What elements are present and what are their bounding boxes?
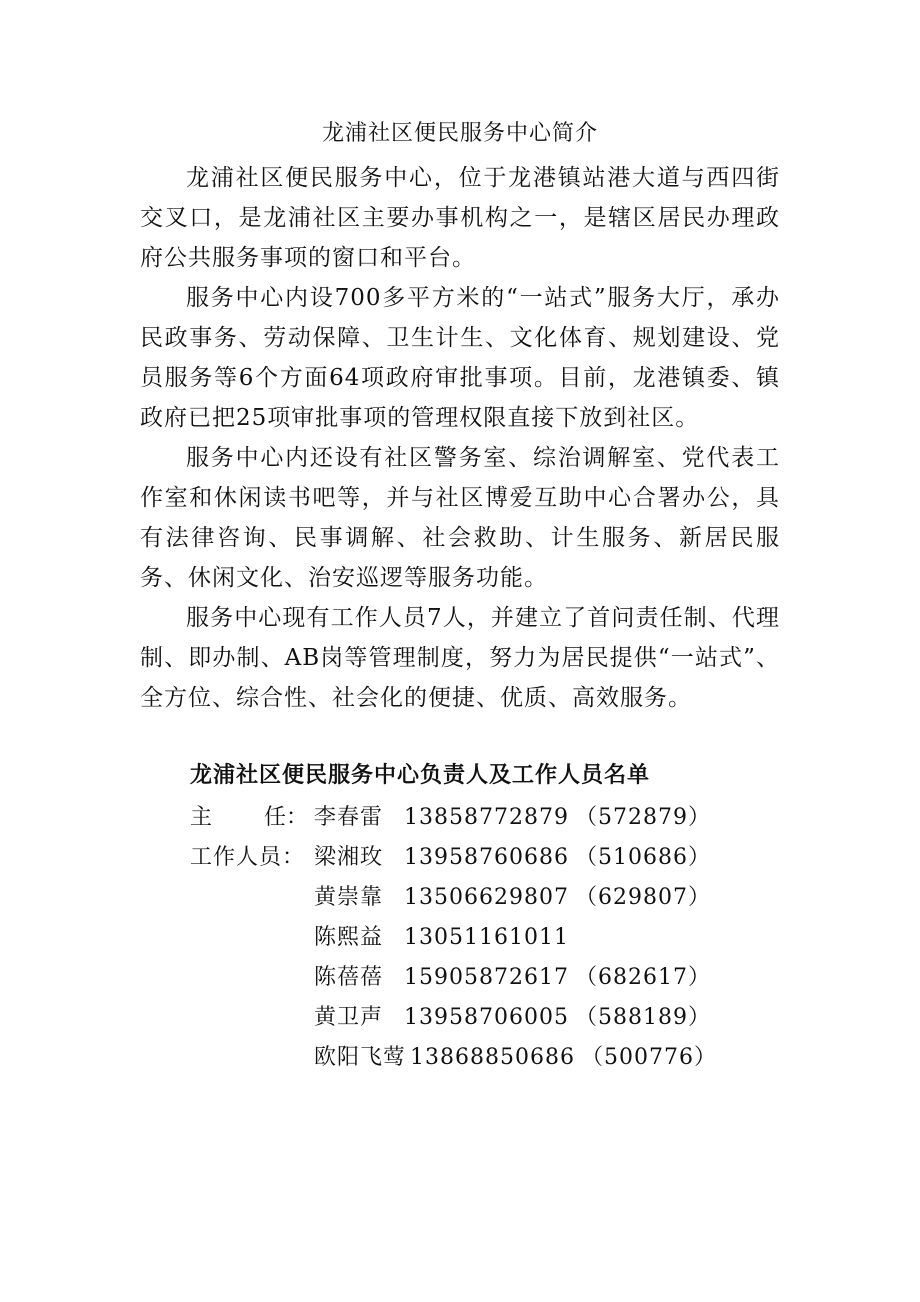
staff-short-number: （629807）	[574, 885, 711, 910]
staff-row	[190, 998, 790, 1038]
staff-phone: 13858772879	[404, 805, 569, 830]
role-label-director-part2: 任：	[264, 805, 309, 830]
staff-short-number: （572879）	[574, 805, 711, 830]
staff-name: 黄卫声	[314, 1005, 384, 1030]
staff-short-number: （500776）	[580, 1045, 717, 1070]
staff-name: 陈熙益	[314, 925, 384, 950]
staff-name: 黄崇靠	[314, 885, 384, 910]
staff-short-number: （588189）	[574, 1005, 711, 1030]
role-spacer	[190, 1038, 314, 1078]
role-spacer	[190, 958, 314, 998]
role-label-staff: 工作人员：	[190, 845, 306, 870]
staff-row	[190, 1038, 790, 1078]
staff-name: 梁湘玫	[314, 845, 384, 870]
staff-name: 李春雷	[314, 805, 384, 830]
paragraph-functions: 服务中心内还设有社区警务室、综治调解室、党代表工作室和休闲读书吧等，并与社区博爱互助中心合署办公，具有法律咨询、民事调解、社会救助、计生服务、新居民服务、休闲文化、治安巡逻等服务功能。	[140, 445, 780, 591]
role-label-director	[190, 798, 314, 838]
staff-list-title: 龙浦社区便民服务中心负责人及工作人员名单	[190, 763, 651, 788]
role-spacer	[190, 998, 314, 1038]
staff-row-director	[190, 798, 790, 838]
paragraph-staff-system: 服务中心现有工作人员7人，并建立了首问责任制、代理制、即办制、AB岗等管理制度，努力为居民提供“一站式”、全方位、综合性、社会化的便捷、优质、高效服务。	[140, 605, 780, 711]
staff-row	[190, 838, 790, 878]
role-spacer	[190, 918, 314, 958]
staff-phone: 13958706005	[404, 1005, 569, 1030]
staff-name: 陈蓓蓓	[314, 965, 384, 990]
staff-phone: 13868850686	[410, 1045, 575, 1070]
paragraph-location: 龙浦社区便民服务中心，位于龙港镇站港大道与西四街交叉口，是龙浦社区主要办事机构之一，是辖区居民办理政府公共服务事项的窗口和平台。	[140, 165, 780, 271]
staff-phone: 15905872617	[404, 965, 569, 990]
document-body	[140, 158, 780, 718]
staff-short-number: （510686）	[574, 845, 711, 870]
staff-row	[190, 878, 790, 918]
paragraph-service-hall: 服务中心内设700多平方米的“一站式”服务大厅，承办民政事务、劳动保障、卫生计生、文化体育、规划建设、党员服务等6个方面64项政府审批事项。目前，龙港镇委、镇政府已把25项审批事项的管理权限直接下放到社区。	[140, 285, 780, 431]
staff-phone: 13506629807	[404, 885, 569, 910]
staff-list	[190, 756, 790, 1078]
staff-short-number: （682617）	[574, 965, 711, 990]
staff-phone: 13051161011	[404, 925, 569, 950]
staff-row	[190, 958, 790, 998]
role-spacer	[190, 878, 314, 918]
staff-name: 欧阳飞莺	[314, 1045, 407, 1070]
staff-phone: 13958760686	[404, 845, 569, 870]
document-title: 龙浦社区便民服务中心简介	[321, 121, 598, 146]
role-label-director-part1: 主	[190, 805, 213, 830]
staff-row	[190, 918, 790, 958]
